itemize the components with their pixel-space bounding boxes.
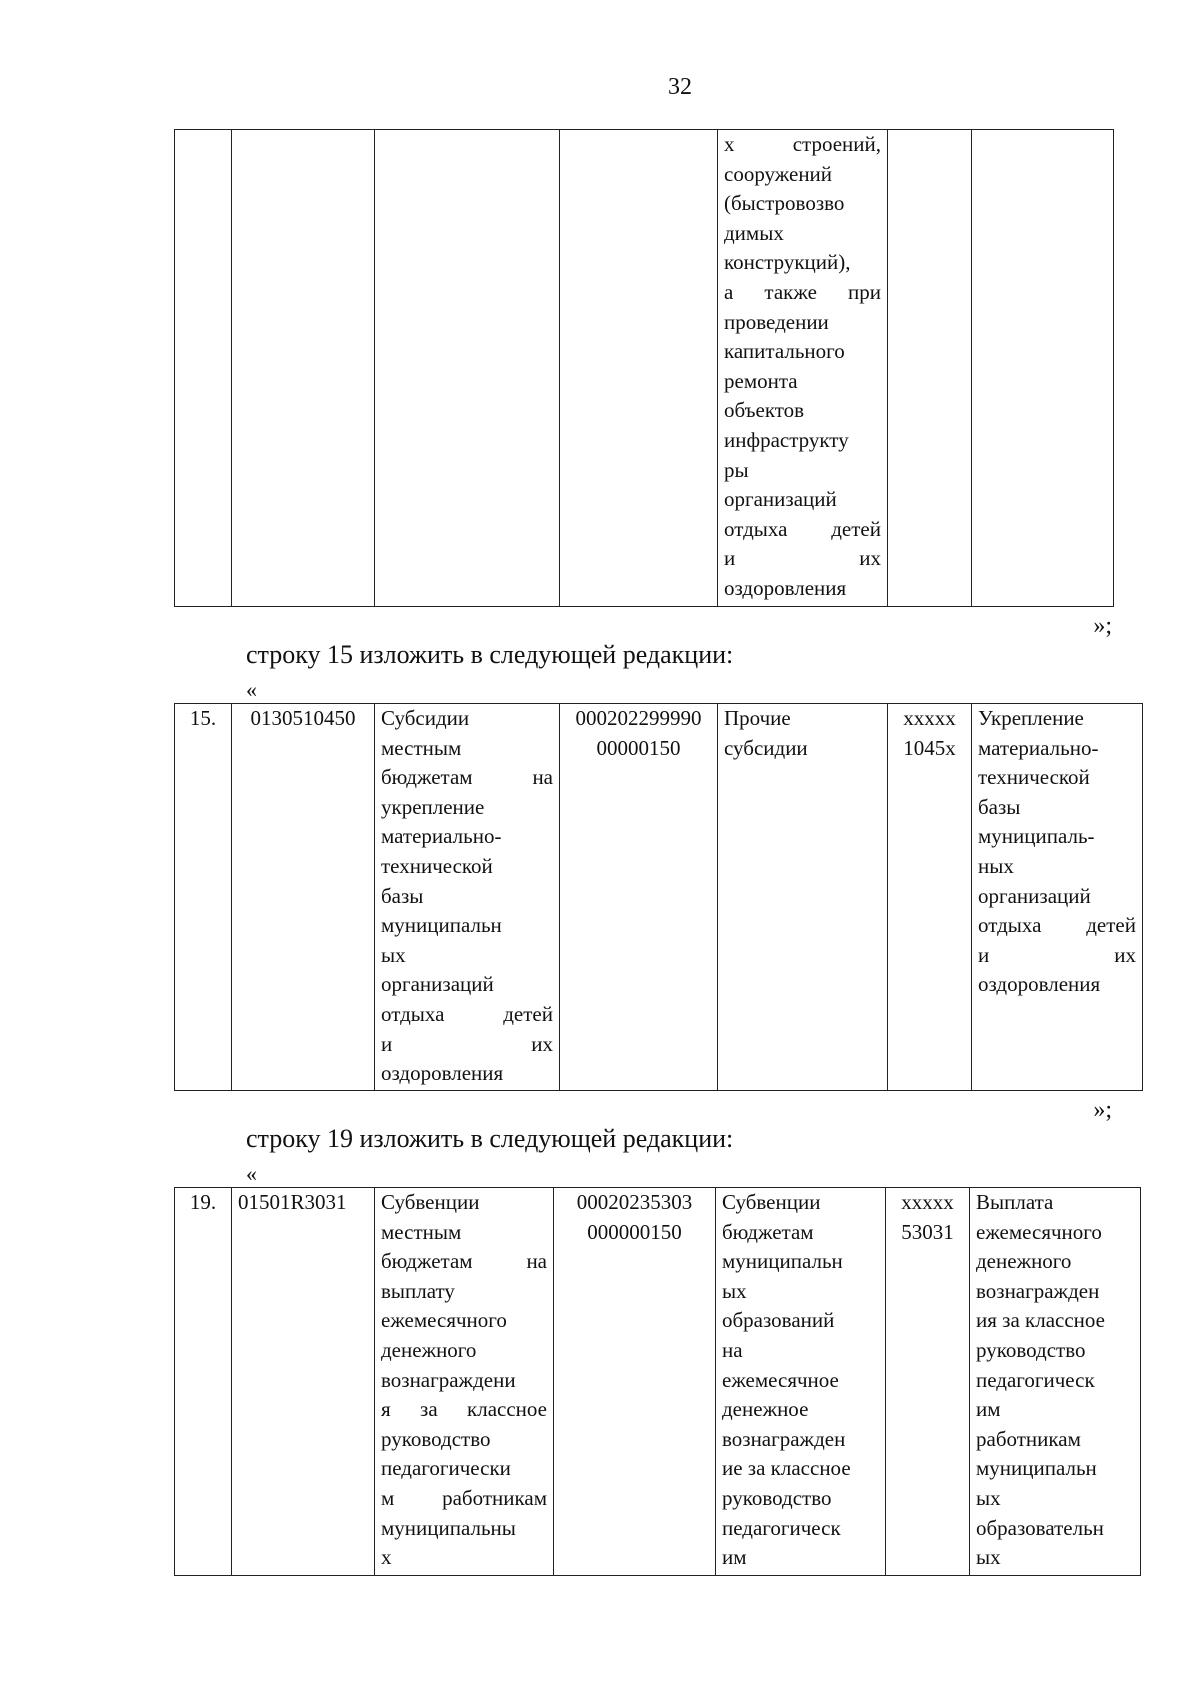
cell-line xyxy=(381,1030,553,1060)
cell-line xyxy=(978,941,1136,971)
page-number: 32 xyxy=(668,74,692,100)
cell-line: ие за классное xyxy=(722,1456,851,1481)
instruction-text: строку 19 изложить в следующей редакции: xyxy=(246,1124,734,1153)
cell-line: местным xyxy=(381,735,462,760)
cell-word: отдыха xyxy=(978,913,1042,938)
table-row xyxy=(175,130,1114,607)
cell-name xyxy=(375,1188,554,1576)
cell-line: денежное xyxy=(722,1397,809,1422)
cell-line: педагогическ xyxy=(976,1367,1095,1392)
cell-word: и xyxy=(381,1031,393,1056)
cell-line xyxy=(381,1000,553,1030)
cell-kbk xyxy=(554,1188,716,1576)
cell-line xyxy=(381,763,553,793)
cell-line xyxy=(724,278,881,308)
cell-line: муниципальн xyxy=(976,1456,1097,1481)
cell-description xyxy=(716,1188,886,1576)
cell-line: технической xyxy=(381,853,493,878)
cell-line: ежемесячного xyxy=(381,1308,507,1333)
cell-line: 1045х xyxy=(903,735,956,760)
cell-num: 15. xyxy=(175,704,232,1091)
cell-line: конструкций), xyxy=(724,250,851,275)
cell-word: отдыха xyxy=(381,1001,445,1026)
cell-line: капитального xyxy=(724,339,845,364)
cell-line: 00020235303 xyxy=(576,1190,693,1214)
cell-line: ных xyxy=(978,853,1014,878)
cell-line: димых xyxy=(724,220,784,245)
cell-word: бюджетам xyxy=(381,765,473,790)
cell-line: базы xyxy=(381,883,424,908)
cell-line: Выплата xyxy=(976,1190,1054,1214)
cell-word: их xyxy=(1114,942,1136,967)
cell-line: на xyxy=(722,1337,743,1362)
cell-line: ых xyxy=(381,942,406,967)
cell-line: ых xyxy=(976,1485,1001,1510)
cell-line: 000202299990 xyxy=(575,706,702,730)
cell-line: вознагражден xyxy=(722,1426,846,1451)
cell-word: и xyxy=(978,942,990,967)
cell-line: ых xyxy=(976,1545,1001,1570)
cell-line: ры xyxy=(724,457,749,482)
cell-line: руководство xyxy=(976,1337,1086,1362)
cell-code xyxy=(232,130,375,607)
cell-line: им xyxy=(976,1397,1001,1422)
cell-line: ежемесячное xyxy=(722,1367,839,1392)
table-row-19 xyxy=(174,1187,1141,1576)
cell-line: муниципальн xyxy=(722,1249,843,1274)
cell-purpose xyxy=(970,1188,1141,1576)
cell-word: за xyxy=(420,1397,438,1422)
cell-line: базы xyxy=(978,794,1021,819)
cell-line: ххххх xyxy=(903,706,956,730)
instruction-text: строку 15 изложить в следующей редакции: xyxy=(246,640,734,669)
cell-word: детей xyxy=(503,1001,553,1026)
cell-target-code xyxy=(888,130,972,607)
cell-kbk xyxy=(560,704,718,1091)
cell-word: а xyxy=(724,279,734,304)
cell-line: руководство xyxy=(381,1426,491,1451)
cell-line: инфраструкту xyxy=(724,427,849,452)
cell-word: классное xyxy=(467,1397,547,1422)
cell-line: оздоровления xyxy=(978,972,1101,997)
cell-line: 53031 xyxy=(901,1219,954,1244)
cell-line: муниципальны xyxy=(381,1515,516,1540)
cell-word: также xyxy=(764,279,817,304)
cell-line: муниципальн xyxy=(381,913,502,938)
cell-line: образований xyxy=(722,1308,835,1333)
cell-line: материально- xyxy=(978,735,1099,760)
cell-line xyxy=(381,1484,547,1514)
table-row xyxy=(175,1188,1141,1576)
cell-line: ия за классное xyxy=(976,1308,1105,1333)
cell-word: на xyxy=(532,765,553,790)
cell-line: укрепление xyxy=(381,794,485,819)
cell-code: 01501R3031 xyxy=(232,1188,375,1576)
cell-line: (быстровозво xyxy=(724,191,845,216)
cell-line: Субвенции xyxy=(381,1190,480,1214)
cell-line: образовательн xyxy=(976,1515,1104,1540)
cell-kbk xyxy=(560,130,718,607)
cell-line xyxy=(724,515,881,545)
cell-line: 000000150 xyxy=(587,1219,682,1244)
cell-line: ххххх xyxy=(901,1190,954,1214)
cell-word: х xyxy=(724,132,735,156)
cell-line: выплату xyxy=(381,1278,455,1303)
cell-line: работникам xyxy=(976,1426,1081,1451)
cell-line xyxy=(381,1395,547,1425)
opening-quote: « xyxy=(246,1161,257,1186)
cell-line: вознаграждени xyxy=(381,1367,516,1392)
cell-line: им xyxy=(722,1545,747,1570)
cell-code: 0130510450 xyxy=(232,704,375,1091)
cell-line: материально- xyxy=(381,824,502,849)
cell-name xyxy=(375,704,560,1091)
cell-line xyxy=(978,911,1136,941)
cell-purpose xyxy=(972,130,1114,607)
cell-line: ых xyxy=(722,1278,747,1303)
cell-line: муниципаль- xyxy=(978,824,1095,849)
cell-word: детей xyxy=(1086,913,1136,938)
cell-line: организаций xyxy=(724,487,837,512)
cell-line: денежного xyxy=(381,1337,477,1362)
cell-target-code xyxy=(886,1188,970,1576)
cell-line: Прочие xyxy=(724,706,791,730)
cell-word: работникам xyxy=(442,1485,547,1510)
cell-line: местным xyxy=(381,1219,462,1244)
table-continuation xyxy=(174,129,1114,607)
cell-word: м xyxy=(381,1485,395,1510)
cell-line: вознагражден xyxy=(976,1278,1100,1303)
cell-line: проведении xyxy=(724,309,829,334)
cell-line: ежемесячного xyxy=(976,1219,1102,1244)
cell-line: субсидии xyxy=(724,735,808,760)
opening-quote: « xyxy=(246,677,257,702)
cell-line: Субсидии xyxy=(381,706,470,730)
cell-line: технической xyxy=(978,765,1090,790)
closing-quote: »; xyxy=(1093,1097,1112,1123)
cell-line: Субвенции xyxy=(722,1190,821,1214)
cell-line: оздоровления xyxy=(724,575,847,600)
cell-line: руководство xyxy=(722,1485,832,1510)
cell-line: объектов xyxy=(724,398,805,423)
cell-line: организаций xyxy=(381,972,494,997)
cell-line: педагогически xyxy=(381,1456,511,1481)
cell-line: х xyxy=(381,1545,392,1570)
cell-word: детей xyxy=(831,516,881,541)
cell-word: отдыха xyxy=(724,516,788,541)
cell-line: Укрепление xyxy=(978,706,1084,730)
cell-word: их xyxy=(531,1031,553,1056)
table-row xyxy=(175,704,1143,1091)
cell-num: 19. xyxy=(175,1188,232,1576)
cell-line: бюджетам xyxy=(722,1219,814,1244)
cell-line: педагогическ xyxy=(722,1515,841,1540)
cell-num xyxy=(175,130,232,607)
cell-line xyxy=(724,130,881,160)
cell-description xyxy=(718,704,888,1091)
cell-word: и xyxy=(724,546,736,571)
cell-word: бюджетам xyxy=(381,1249,473,1274)
cell-line: оздоровления xyxy=(381,1061,504,1086)
cell-name xyxy=(375,130,560,607)
cell-word: я xyxy=(381,1397,391,1422)
cell-line xyxy=(724,544,881,574)
cell-purpose xyxy=(972,704,1143,1091)
closing-quote: »; xyxy=(1093,613,1112,639)
cell-word: при xyxy=(848,279,881,304)
cell-line xyxy=(381,1247,547,1277)
cell-target-code xyxy=(888,704,972,1091)
cell-line: организаций xyxy=(978,883,1091,908)
cell-word: их xyxy=(859,546,881,571)
cell-line: сооружений xyxy=(724,161,833,186)
cell-word: на xyxy=(526,1249,547,1274)
cell-line: денежного xyxy=(976,1249,1072,1274)
cell-line: 00000150 xyxy=(596,735,681,760)
cell-description xyxy=(718,130,888,607)
table-row-15 xyxy=(174,703,1143,1091)
cell-word: строений, xyxy=(792,132,881,156)
cell-line: ремонта xyxy=(724,368,798,393)
